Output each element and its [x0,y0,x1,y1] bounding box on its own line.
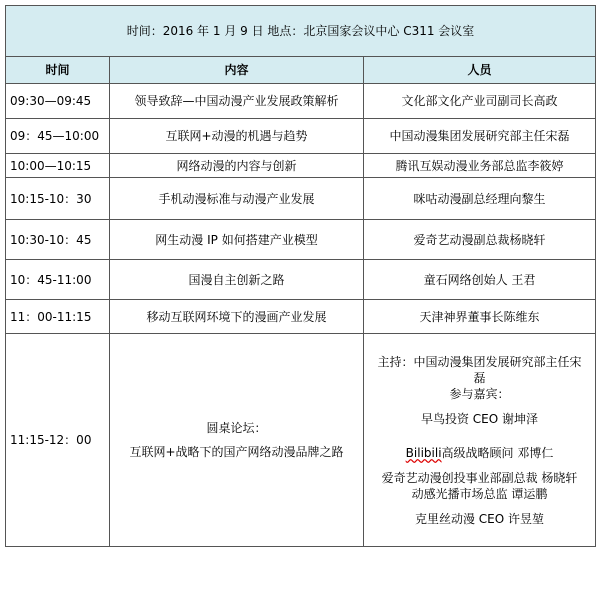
header-row [6,57,596,84]
header-time: 时间 [6,57,110,84]
roundtable-people [364,334,596,547]
row-person: 中国动漫集团发展研究部主任宋磊 [364,119,596,154]
header-content: 内容 [110,57,364,84]
guest-3-line-1: 爱奇艺动漫创投事业部副总裁 杨晓轩 [381,470,578,485]
host-line-2: 磊 [473,370,486,385]
row-person: 咪咕动漫副总经理向黎生 [364,178,596,220]
schedule-table [5,5,596,547]
row-time: 10:30-10：45 [6,220,110,260]
row-person: 爱奇艺动漫副总裁杨晓轩 [364,220,596,260]
row-content: 网生动漫 IP 如何搭建产业模型 [110,220,364,260]
row-time: 10:00—10:15 [6,154,110,178]
row-person: 腾讯互娱动漫业务部总监李筱婷 [364,154,596,178]
row-content: 领导致辞—中国动漫产业发展政策解析 [110,84,364,119]
row-time: 10:15-10：30 [6,178,110,220]
guest-4: 克里丝动漫 CEO 许昱堃 [414,511,545,526]
table-row [6,119,596,154]
roundtable-topic: 互联网+战略下的国产网络动漫品牌之路 [129,445,344,459]
row-person: 文化部文化产业司副司长高政 [364,84,596,119]
guest-2-title: 高级战略顾问 邓博仁 [441,445,554,460]
row-person: 天津神界董事长陈维东 [364,300,596,334]
table-row [6,178,596,220]
row-content: 手机动漫标准与动漫产业发展 [110,178,364,220]
row-content: 网络动漫的内容与创新 [110,154,364,178]
table-row [6,154,596,178]
guest-3-line-2: 动感光播市场总监 谭运鹏 [411,486,548,501]
title-row [6,6,596,57]
table-row [6,220,596,260]
guest-2 [368,445,591,461]
table-row [6,300,596,334]
row-content: 互联网+动漫的机遇与趋势 [110,119,364,154]
row-time: 09:30—09:45 [6,84,110,119]
row-person: 童石网络创始人 王君 [364,260,596,300]
roundtable-content [110,334,364,547]
table-row [6,84,596,119]
roundtable-time: 11:15-12：00 [6,334,110,547]
guest-1: 早鸟投资 CEO 谢坤泽 [420,411,539,426]
row-time: 10：45-11:00 [6,260,110,300]
row-time: 11：00-11:15 [6,300,110,334]
guests-label: 参与嘉宾： [449,386,510,401]
event-title: 时间：2016 年 1 月 9 日 地点：北京国家会议中心 C311 会议室 [6,6,596,57]
roundtable-topic-label: 圆桌论坛： [206,421,267,435]
row-content: 国漫自主创新之路 [110,260,364,300]
roundtable-row [6,334,596,547]
header-person: 人员 [364,57,596,84]
table-row [6,260,596,300]
row-time: 09：45—10:00 [6,119,110,154]
guest-2-brand: Bilibili [405,445,442,460]
row-content: 移动互联网环境下的漫画产业发展 [110,300,364,334]
host-line-1: 主持：中国动漫集团发展研究部主任宋 [377,354,582,369]
